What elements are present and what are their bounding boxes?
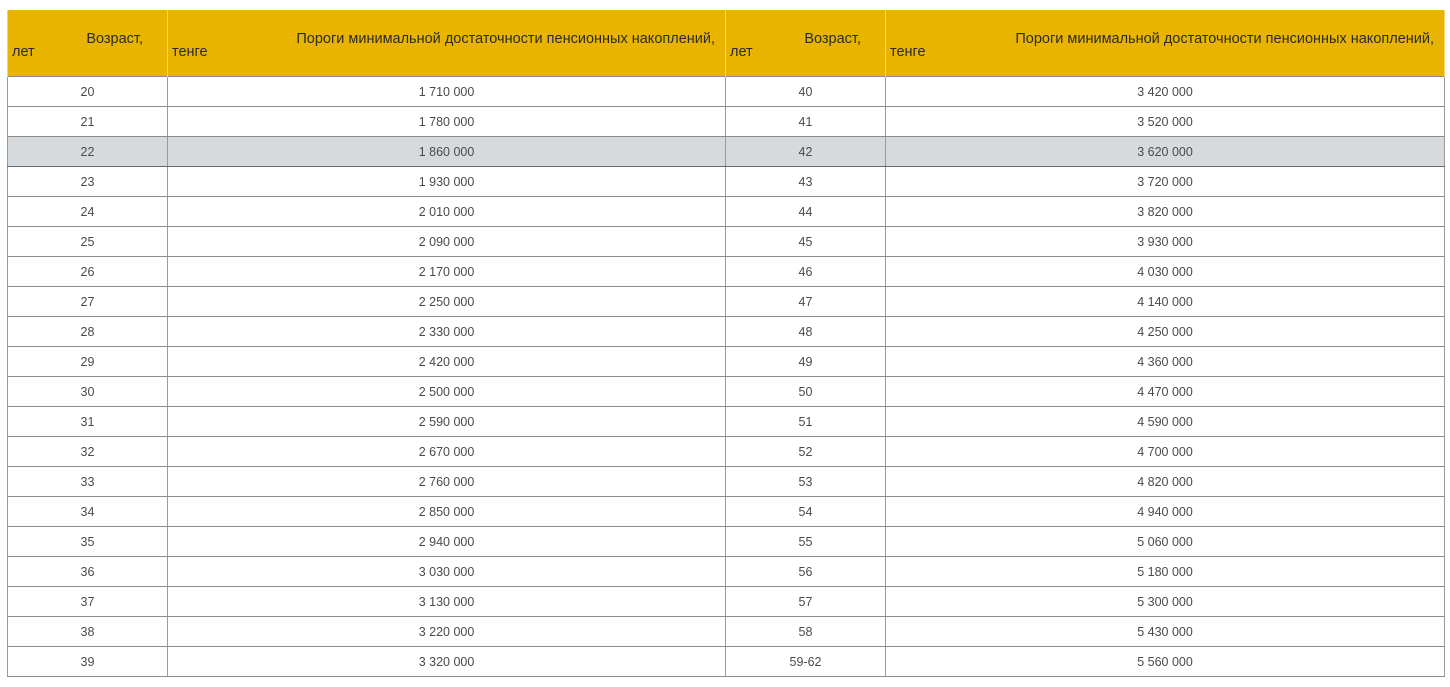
threshold-left-cell: 1 860 000 — [168, 137, 726, 167]
age-left-cell: 29 — [8, 347, 168, 377]
age-right-cell: 41 — [726, 107, 886, 137]
header-age-right-line2: лет — [730, 44, 753, 60]
table-row — [8, 647, 1445, 677]
header-value-right-line2: тенге — [890, 44, 926, 60]
table-row — [8, 437, 1445, 467]
age-right-cell: 46 — [726, 257, 886, 287]
threshold-right-cell: 3 420 000 — [886, 77, 1445, 107]
threshold-right-cell: 5 300 000 — [886, 587, 1445, 617]
threshold-right-cell: 5 060 000 — [886, 527, 1445, 557]
threshold-left-cell: 2 170 000 — [168, 257, 726, 287]
age-right-cell: 47 — [726, 287, 886, 317]
threshold-right-cell: 5 180 000 — [886, 557, 1445, 587]
threshold-left-cell: 2 760 000 — [168, 467, 726, 497]
age-left-cell: 21 — [8, 107, 168, 137]
age-right-cell: 52 — [726, 437, 886, 467]
age-right-cell: 51 — [726, 407, 886, 437]
threshold-right-cell: 4 360 000 — [886, 347, 1445, 377]
age-right-cell: 57 — [726, 587, 886, 617]
threshold-right-cell: 4 590 000 — [886, 407, 1445, 437]
threshold-left-cell: 1 780 000 — [168, 107, 726, 137]
age-left-cell: 24 — [8, 197, 168, 227]
threshold-left-cell: 2 500 000 — [168, 377, 726, 407]
table-row — [8, 137, 1445, 167]
header-row — [8, 10, 1445, 77]
threshold-right-cell: 5 430 000 — [886, 617, 1445, 647]
header-age-left-line1: Возраст, — [86, 31, 143, 47]
table-row — [8, 347, 1445, 377]
table-row — [8, 317, 1445, 347]
table-row — [8, 497, 1445, 527]
header-value-left-line2: тенге — [172, 44, 208, 60]
age-right-cell: 48 — [726, 317, 886, 347]
threshold-left-cell: 3 030 000 — [168, 557, 726, 587]
threshold-left-cell: 1 930 000 — [168, 167, 726, 197]
threshold-left-cell: 2 090 000 — [168, 227, 726, 257]
pension-threshold-table — [7, 10, 1445, 677]
age-right-cell: 56 — [726, 557, 886, 587]
pension-threshold-table-container — [7, 10, 1444, 677]
table-row — [8, 587, 1445, 617]
age-left-cell: 33 — [8, 467, 168, 497]
age-left-cell: 20 — [8, 77, 168, 107]
age-left-cell: 23 — [8, 167, 168, 197]
threshold-right-cell: 3 820 000 — [886, 197, 1445, 227]
age-left-cell: 27 — [8, 287, 168, 317]
age-right-cell: 58 — [726, 617, 886, 647]
header-value-left — [168, 10, 726, 77]
age-right-cell: 55 — [726, 527, 886, 557]
table-body — [8, 77, 1445, 677]
header-value-left-line1: Пороги минимальной достаточности пенсионных накоплений, — [296, 31, 715, 47]
threshold-left-cell: 2 670 000 — [168, 437, 726, 467]
age-right-cell: 44 — [726, 197, 886, 227]
threshold-left-cell: 2 330 000 — [168, 317, 726, 347]
threshold-right-cell: 3 720 000 — [886, 167, 1445, 197]
table-row — [8, 167, 1445, 197]
threshold-left-cell: 2 590 000 — [168, 407, 726, 437]
threshold-right-cell: 4 140 000 — [886, 287, 1445, 317]
age-left-cell: 36 — [8, 557, 168, 587]
table-row — [8, 257, 1445, 287]
age-right-cell: 59-62 — [726, 647, 886, 677]
threshold-left-cell: 2 850 000 — [168, 497, 726, 527]
threshold-left-cell: 2 420 000 — [168, 347, 726, 377]
header-age-right-line1: Возраст, — [804, 31, 861, 47]
age-right-cell: 49 — [726, 347, 886, 377]
table-row — [8, 197, 1445, 227]
threshold-left-cell: 1 710 000 — [168, 77, 726, 107]
threshold-right-cell: 4 030 000 — [886, 257, 1445, 287]
age-left-cell: 38 — [8, 617, 168, 647]
age-right-cell: 42 — [726, 137, 886, 167]
age-right-cell: 43 — [726, 167, 886, 197]
table-row — [8, 227, 1445, 257]
threshold-right-cell: 3 620 000 — [886, 137, 1445, 167]
threshold-left-cell: 2 010 000 — [168, 197, 726, 227]
age-left-cell: 35 — [8, 527, 168, 557]
threshold-right-cell: 4 700 000 — [886, 437, 1445, 467]
table-row — [8, 527, 1445, 557]
table-row — [8, 467, 1445, 497]
table-row — [8, 407, 1445, 437]
header-value-right — [886, 10, 1445, 77]
age-left-cell: 25 — [8, 227, 168, 257]
threshold-left-cell: 2 250 000 — [168, 287, 726, 317]
threshold-left-cell: 3 320 000 — [168, 647, 726, 677]
table-row — [8, 77, 1445, 107]
table-header — [8, 10, 1445, 77]
age-left-cell: 39 — [8, 647, 168, 677]
age-right-cell: 50 — [726, 377, 886, 407]
table-row — [8, 557, 1445, 587]
threshold-right-cell: 4 940 000 — [886, 497, 1445, 527]
age-left-cell: 26 — [8, 257, 168, 287]
threshold-right-cell: 4 250 000 — [886, 317, 1445, 347]
threshold-right-cell: 3 930 000 — [886, 227, 1445, 257]
age-right-cell: 54 — [726, 497, 886, 527]
age-left-cell: 30 — [8, 377, 168, 407]
header-age-left — [8, 10, 168, 77]
header-value-right-line1: Пороги минимальной достаточности пенсионных накоплений, — [1015, 31, 1434, 47]
table-row — [8, 617, 1445, 647]
age-left-cell: 34 — [8, 497, 168, 527]
age-left-cell: 32 — [8, 437, 168, 467]
table-row — [8, 287, 1445, 317]
threshold-right-cell: 5 560 000 — [886, 647, 1445, 677]
age-right-cell: 40 — [726, 77, 886, 107]
age-right-cell: 53 — [726, 467, 886, 497]
age-left-cell: 22 — [8, 137, 168, 167]
age-left-cell: 28 — [8, 317, 168, 347]
threshold-left-cell: 3 130 000 — [168, 587, 726, 617]
age-left-cell: 31 — [8, 407, 168, 437]
table-row — [8, 107, 1445, 137]
threshold-left-cell: 2 940 000 — [168, 527, 726, 557]
threshold-right-cell: 3 520 000 — [886, 107, 1445, 137]
threshold-left-cell: 3 220 000 — [168, 617, 726, 647]
header-age-right — [726, 10, 886, 77]
table-row — [8, 377, 1445, 407]
age-left-cell: 37 — [8, 587, 168, 617]
age-right-cell: 45 — [726, 227, 886, 257]
threshold-right-cell: 4 470 000 — [886, 377, 1445, 407]
header-age-left-line2: лет — [12, 44, 35, 60]
threshold-right-cell: 4 820 000 — [886, 467, 1445, 497]
